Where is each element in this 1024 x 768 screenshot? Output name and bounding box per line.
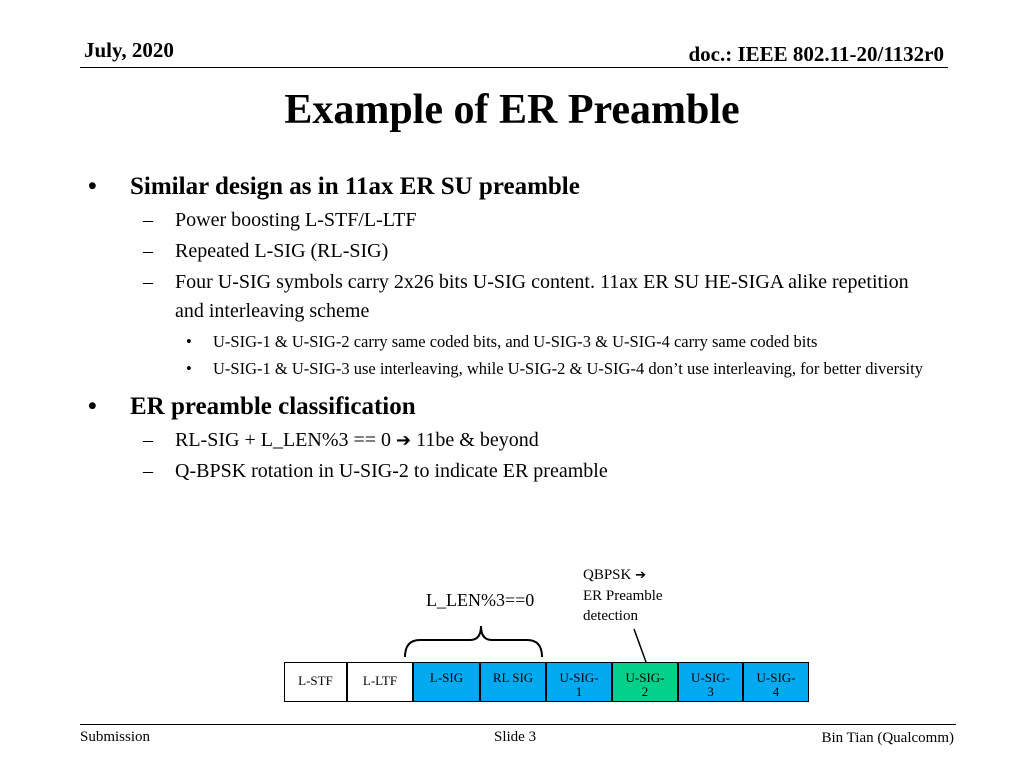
sub-bullet-item xyxy=(88,237,935,266)
field-l-stf xyxy=(284,662,347,702)
bullet-marker: • xyxy=(88,393,97,420)
header-divider xyxy=(80,67,948,68)
field-label: U-SIG- xyxy=(625,670,665,685)
bullet-marker: • xyxy=(88,173,97,200)
right-arrow-icon: ➔ xyxy=(635,568,647,583)
field-u-sig-1 xyxy=(546,662,612,702)
llen-annotation: L_LEN%3==0 xyxy=(426,590,535,610)
field-label: U-SIG- xyxy=(756,670,796,685)
sub-sub-bullet-text: U-SIG-1 & U-SIG-3 use interleaving, while U-SIG-2 & U-SIG-4 don’t use interleaving, for better diversity xyxy=(213,359,923,378)
field-label: U-SIG- xyxy=(691,670,730,685)
field-label-index: 1 xyxy=(575,684,583,699)
field-label: L-SIG xyxy=(429,670,464,685)
dash-marker: – xyxy=(143,460,153,482)
field-label: L-LTF xyxy=(362,673,398,688)
curly-brace xyxy=(405,626,542,657)
bullet-item xyxy=(88,170,968,204)
bullet-marker: • xyxy=(186,359,192,378)
qbpsk-annotation xyxy=(583,565,663,626)
slide-title: Example of ER Preamble xyxy=(284,87,740,133)
footer-divider xyxy=(80,724,956,725)
field-l-sig xyxy=(413,662,480,702)
sub-bullet-text: Q-BPSK rotation in U-SIG-2 to indicate ER preamble xyxy=(175,460,608,482)
dash-marker: – xyxy=(143,209,153,231)
sub-sub-bullet-item xyxy=(88,330,928,353)
footer-author: Bin Tian (Qualcomm) xyxy=(821,730,954,746)
header-doc-id: doc.: IEEE 802.11-20/1132r0 xyxy=(688,42,944,66)
sub-sub-bullet-text: U-SIG-1 & U-SIG-2 carry same coded bits, and U-SIG-3 & U-SIG-4 carry same coded bits xyxy=(213,332,818,351)
dash-marker: – xyxy=(143,240,153,262)
dash-marker: – xyxy=(143,429,153,451)
field-label-index: 4 xyxy=(772,684,780,699)
right-arrow-icon: ➔ xyxy=(396,430,412,451)
qbpsk-pointer-line xyxy=(634,629,646,662)
sub-bullet-item xyxy=(88,268,935,326)
sub-bullet-item xyxy=(88,426,935,455)
footer-submission: Submission xyxy=(80,729,151,745)
header-date: July, 2020 xyxy=(84,38,174,62)
sub-sub-bullet-item xyxy=(88,357,928,380)
qbpsk-label-line3: detection xyxy=(583,608,638,624)
field-l-ltf xyxy=(347,662,413,702)
dash-marker: – xyxy=(143,271,153,293)
field-label-index: 2 xyxy=(641,684,649,699)
footer-slide-number: Slide 3 xyxy=(494,729,537,745)
sub-bullet-item xyxy=(88,457,935,486)
bullet-text: Similar design as in 11ax ER SU preamble xyxy=(130,173,580,200)
field-u-sig-2 xyxy=(612,662,678,702)
sub-bullet-text: RL-SIG + L_LEN%3 == 0 xyxy=(175,429,392,451)
field-rl-sig xyxy=(480,662,546,702)
field-label: L-STF xyxy=(298,673,333,688)
field-label: RL SIG xyxy=(492,670,534,685)
field-u-sig-3 xyxy=(678,662,743,702)
field-u-sig-4 xyxy=(743,662,809,702)
sub-bullet-item xyxy=(88,206,935,235)
sub-bullet-text: Four U-SIG symbols carry 2x26 bits U-SIG content. 11ax ER SU HE-SIGA alike repetition and interleaving scheme xyxy=(175,271,909,322)
sub-bullet-text: Repeated L-SIG (RL-SIG) xyxy=(175,240,389,262)
qbpsk-label-line2: ER Preamble xyxy=(583,588,663,604)
bullet-text: ER preamble classification xyxy=(130,393,416,420)
bullet-item xyxy=(88,390,968,424)
bullet-marker: • xyxy=(186,332,192,351)
field-label-index: 3 xyxy=(707,684,714,699)
sub-bullet-text: Power boosting L-STF/L-LTF xyxy=(175,209,417,231)
qbpsk-label: QBPSK xyxy=(583,567,632,583)
bullet-list xyxy=(88,170,968,488)
field-label: U-SIG- xyxy=(559,670,599,685)
sub-bullet-text: 11be & beyond xyxy=(416,429,539,451)
